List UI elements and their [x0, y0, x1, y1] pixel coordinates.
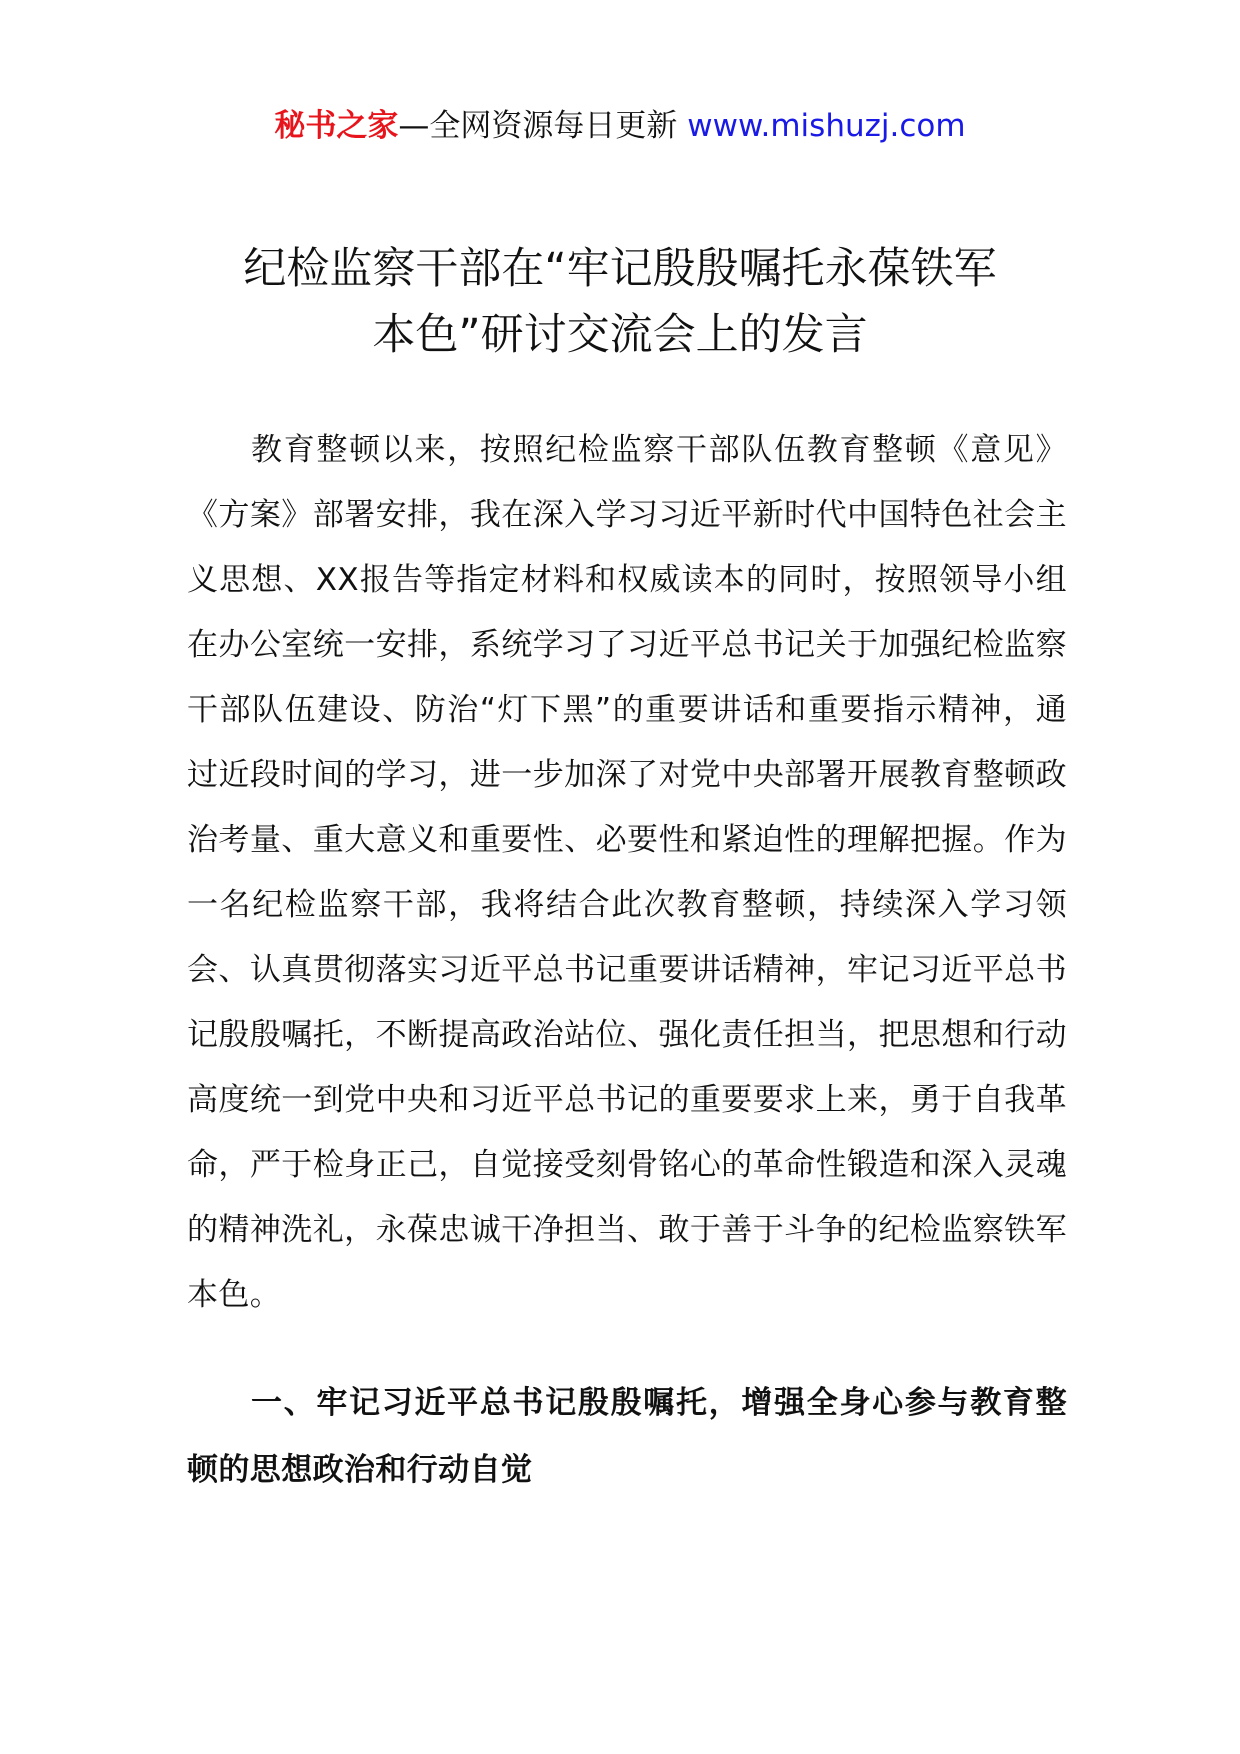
document-title-line-1: 纪检监察干部在“牢记殷殷嘱托永葆铁军: [243, 244, 997, 294]
section-heading: 一、牢记习近平总书记殷殷嘱托，增强全身心参与教育整顿的思想政治和行动自觉: [187, 1385, 1067, 1488]
site-tagline: —全网资源每日更新: [398, 108, 678, 144]
site-header: [0, 98, 1240, 154]
document-title-line-2: 本色”研讨交流会上的发言: [372, 310, 868, 360]
site-name: 秘书之家: [274, 108, 399, 144]
site-url-link[interactable]: www.mishuzj.com: [687, 108, 966, 144]
document-title: [160, 236, 1080, 368]
body-paragraph: 教育整顿以来，按照纪检监察干部队伍教育整顿《意见》《方案》部署安排，我在深入学习习近平新时代中国特色社会主义思想、XX报告等指定材料和权威读本的同时，按照领导小组在办公室统一安排，系统学习了习近平总书记关于加强纪检监察干部队伍建设、防治“灯下黑”的重要讲话和重要指示精神，通过近段时间的学习，进一步加深了对党中央部署开展教育整顿政治考量、重大意义和重要性、必要性和紧迫性的理解把握。作为一名纪检监察干部，我将结合此次教育整顿，持续深入学习领会、认真贯彻落实习近平总书记重要讲话精神，牢记习近平总书记殷殷嘱托，不断提高政治站位、强化责任担当，把思想和行动高度统一到党中央和习近平总书记的重要要求上来，勇于自我革命，严于检身正己，自觉接受刻骨铭心的革命性锻造和深入灵魂的精神洗礼，永葆忠诚干净担当、敢于善于斗争的纪检监察铁军本色。: [187, 432, 1067, 1313]
